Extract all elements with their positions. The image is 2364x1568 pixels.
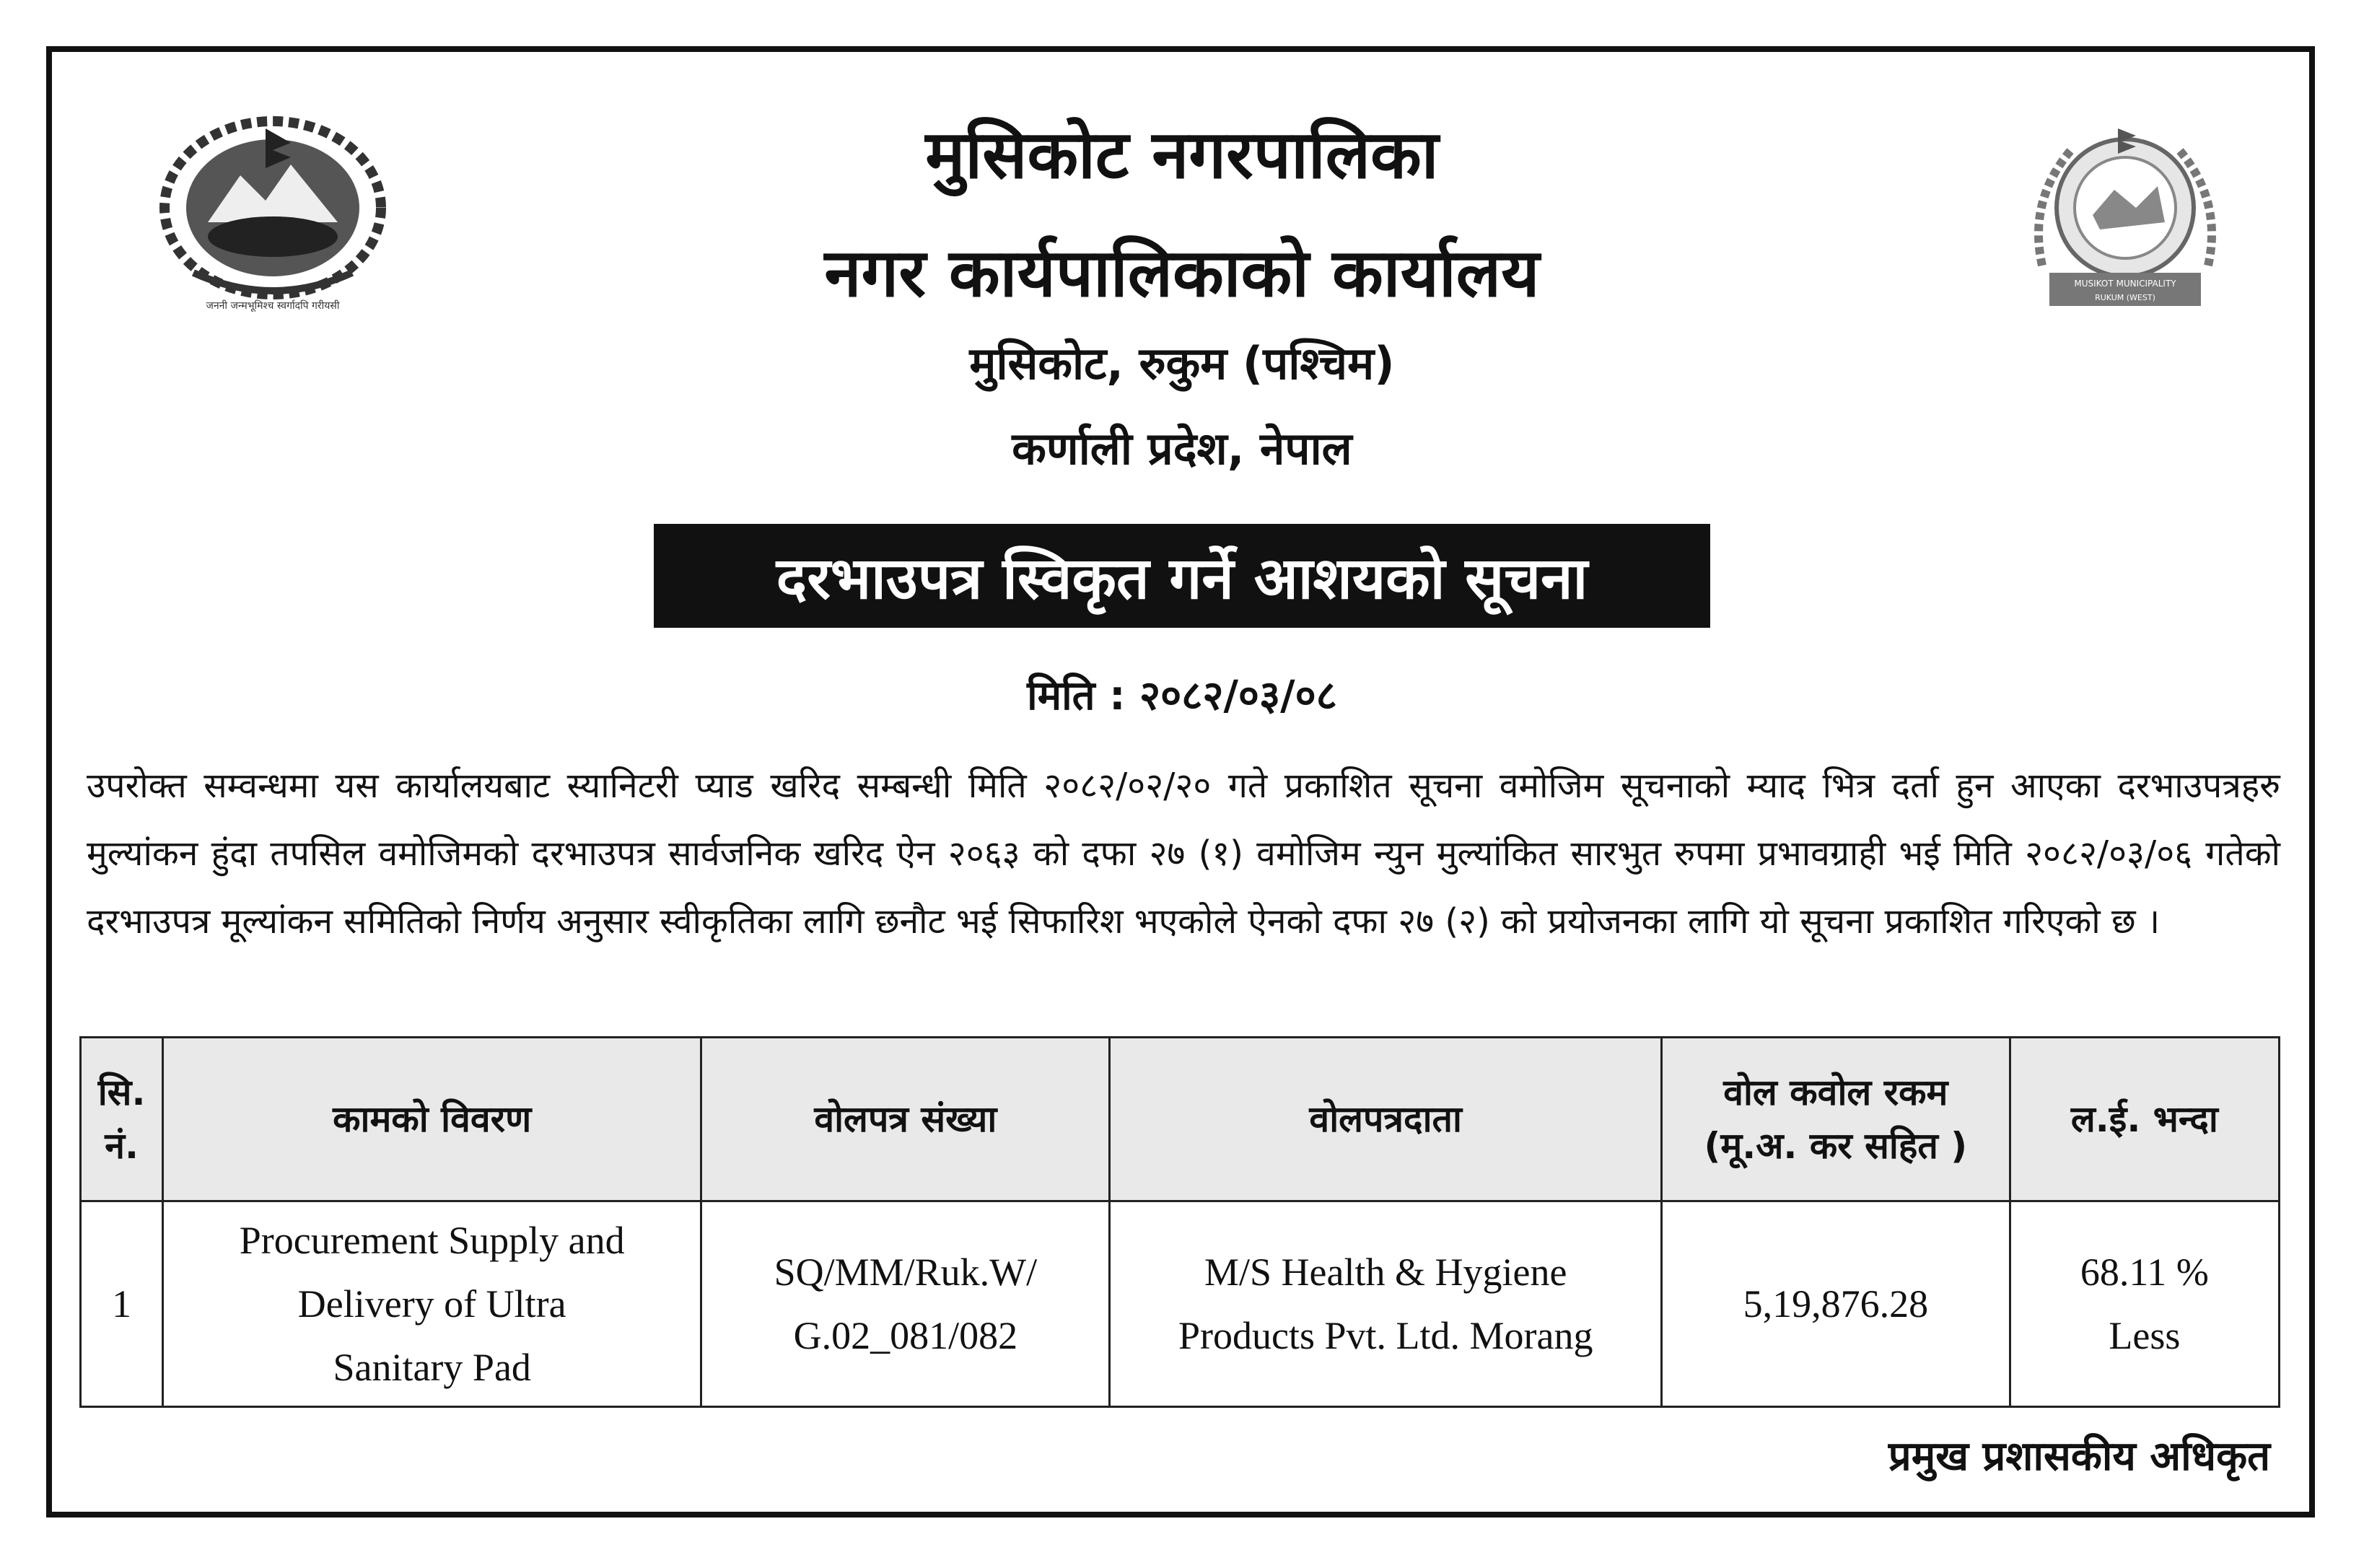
header-description: कामको विवरण xyxy=(163,1038,701,1201)
header-amount xyxy=(1661,1038,2010,1201)
notice-title: दरभाउपत्र स्विकृत गर्ने आशयको सूचना xyxy=(654,524,1710,628)
logo-ribbon-line1: MUSIKOT MUNICIPALITY xyxy=(2074,279,2176,289)
cell-vs-estimate-line2: Less xyxy=(2109,1314,2181,1357)
notice-date: मिति : २०८२/०३/०८ xyxy=(1027,673,1337,719)
cell-vs-estimate xyxy=(2010,1201,2279,1407)
cell-bid-number xyxy=(701,1201,1110,1407)
header-amount-line1: वोल कवोल रकम xyxy=(1723,1072,1948,1113)
cell-amount: 5,19,876.28 xyxy=(1661,1201,2010,1407)
header-bidder: वोलपत्रदाता xyxy=(1110,1038,1662,1201)
emblem-caption: जननी जन्मभूमिश्च स्वर्गादपि गरीयसी xyxy=(206,300,340,312)
header-serial-line1: सि. xyxy=(97,1072,146,1113)
cell-description xyxy=(163,1201,701,1407)
header-amount-line2: (मू.अ. कर सहित ) xyxy=(1704,1125,1968,1167)
municipality-name: मुसिकोट नगरपालिका xyxy=(925,116,1439,193)
cell-bid-number-line2: G.02_081/082 xyxy=(793,1314,1018,1357)
cell-description-line1: Procurement Supply and xyxy=(239,1219,625,1262)
header-vs-estimate: ल.ई. भन्दा xyxy=(2010,1038,2279,1201)
header-serial-number xyxy=(81,1038,163,1201)
cell-vs-estimate-line1: 68.11 % xyxy=(2080,1251,2209,1294)
signatory-title: प्रमुख प्रशासकीय अधिकृत xyxy=(1888,1433,2270,1480)
table-header-row xyxy=(81,1038,2280,1201)
bid-table xyxy=(79,1036,2280,1408)
cell-bidder-line1: M/S Health & Hygiene xyxy=(1204,1251,1567,1294)
cell-serial-number: 1 xyxy=(81,1201,163,1407)
header-serial-line2: नं. xyxy=(105,1125,139,1167)
notice-body-paragraph: उपरोक्त सम्वन्धमा यस कार्यालयबाट स्यानिटरी प्याड खरिद सम्बन्धी मिति २०८२/०२/२० गते प्रकाशित सूचना वमोजिम सूचनाको म्याद भित्र दर्ता हुन आएका दरभाउपत्रहरु मुल्यांकन हुंदा तपसिल वमोजिमको दरभाउपत्र सार्वजनिक खरिद ऐन २०६३ को दफा २७ (१) वमोजिम न्युन मुल्यांकित सारभुत रुपमा प्रभावग्राही भई मिति २०८२/०३/०६ गतेको दरभाउपत्र मूल्यांकन समितिको निर्णय अनुसार स्वीकृतिका लागि छनौट भई सिफारिश भएकोले ऐनको दफा २७ (२) को प्रयोजनका लागि यो सूचना प्रकाशित गरिएको छ । xyxy=(87,766,2280,942)
cell-bidder xyxy=(1110,1201,1662,1407)
cell-description-line3: Sanitary Pad xyxy=(333,1346,531,1389)
cell-description-line2: Delivery of Ultra xyxy=(297,1282,566,1326)
header-bid-number: वोलपत्र संख्या xyxy=(701,1038,1110,1201)
province-country: कर्णाली प्रदेश, नेपाल xyxy=(1012,422,1352,475)
cell-bidder-line2: Products Pvt. Ltd. Morang xyxy=(1178,1314,1593,1357)
cell-bid-number-line1: SQ/MM/Ruk.W/ xyxy=(774,1251,1038,1294)
office-address: मुसिकोट, रुकुम (पश्चिम) xyxy=(969,337,1395,390)
table-row xyxy=(81,1201,2280,1407)
logo-ribbon-line2: RUKUM (WEST) xyxy=(2095,293,2155,302)
office-name: नगर कार्यपालिकाको कार्यालय xyxy=(824,235,1540,312)
